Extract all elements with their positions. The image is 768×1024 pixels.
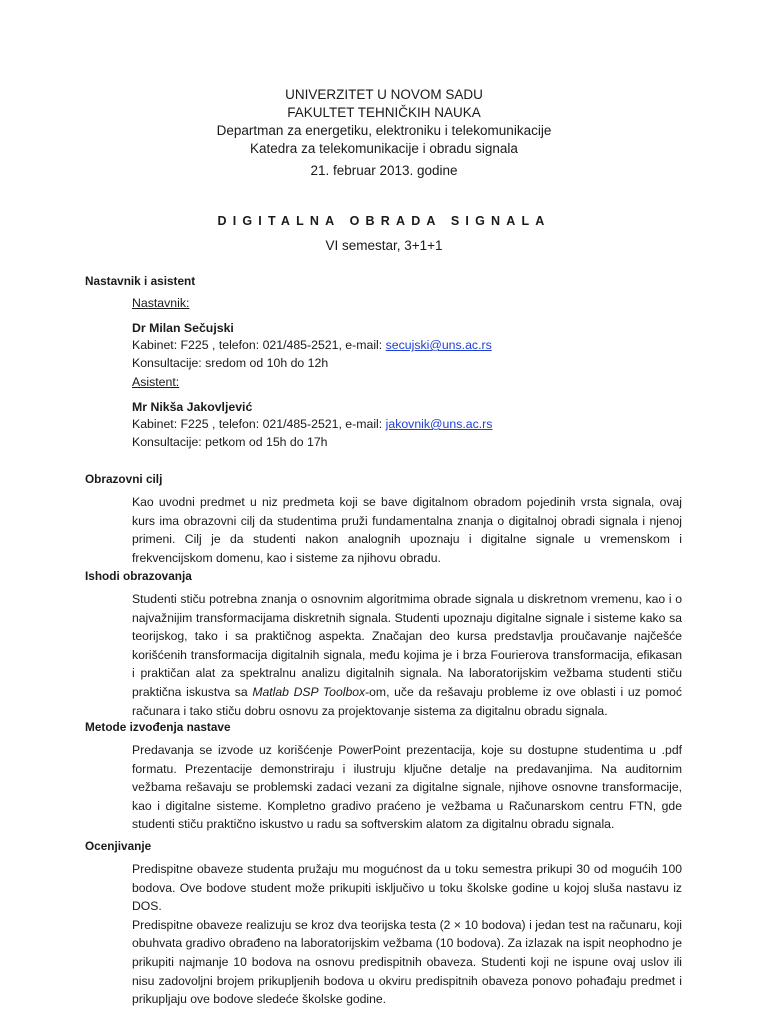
grading-heading: Ocenjivanje <box>85 839 152 853</box>
university-name: UNIVERZITET U NOVOM SADU <box>285 87 483 102</box>
teacher-contact: Kabinet: F225 , telefon: 021/485-2521, e-mail: secujski@uns.ac.rs <box>132 338 492 352</box>
assistant-contact: Kabinet: F225 , telefon: 021/485-2521, e-mail: jakovnik@uns.ac.rs <box>132 417 493 431</box>
outcomes-paragraph: Studenti stiču potrebna znanja o osnovnim algoritmima obrade signala u diskretnom vremenu, kao i o najvažnijim transformacijama diskretnih signala. Studenti upoznaju digitalne signale i sisteme kako sa teorijskog, tako i sa praktičnog aspekta. Značajan deo kursa predstavlja proučavanje najčešće korišćenih transformacija digitalnih signala, među kojima je i brza Fourierova transformacija, efikasan i praktičan alat za spektralnu analizu digitalnih signala. Na laboratorijskim vežbama studenti stiču praktična iskustva sa Matlab DSP Toolbox-om, uče da rešavaju probleme iz ove oblasti i uz pomoć računara i tako stiču dobru osnovu za projektovanje sistema za digitalnu obradu signala. <box>132 592 682 718</box>
grading-paragraph-1: Predispitne obaveze studenta pružaju mu mogućnost da u toku semestra prikupi 30 od mogućih 100 bodova. Ove bodove student može prikupiti isključivo u toku školske godine u kojoj sluša nastavu iz DOS. <box>132 862 682 914</box>
assistant-name: Mr Nikša Jakovljević <box>132 399 253 414</box>
grading-paragraphs <box>132 860 682 1009</box>
grading-paragraph-2: Predispitne obaveze realizuju se kroz dva teorijska testa (2 × 10 bodova) i jedan test na računaru, koji obuhvata gradivo obrađeno na laboratorijskim vežbama (10 bodova). Za izlazak na ispit neophodno je prikupiti najmanje 10 bodova na osnovu predispitnih obaveza. Studenti koji ne ispune ovaj uslov ili nisu zadovoljni brojem prikupljenih bodova u okviru predispitnih obaveza ponovo pohađaju predmet i prikupljaju ove bodove sledeće školske godine. <box>132 917 682 1007</box>
assistant-block <box>132 374 492 451</box>
course-title: DIGITALNA OBRADA SIGNALA <box>217 214 551 228</box>
document-header <box>0 86 768 158</box>
teacher-label: Nastavnik: <box>132 296 190 310</box>
teacher-email-link[interactable]: secujski@uns.ac.rs <box>385 338 492 352</box>
outcomes-heading: Ishodi obrazovanja <box>85 569 192 583</box>
methods-paragraph: Predavanja se izvode uz korišćenje PowerPoint prezentacija, koje su dostupne studentima u .pdf formatu. Prezentacije demonstriraju i ilustruju ključne detalje na predavanjima. Na auditornim vežbama rešavaju se problemski zadaci vezani za digitalne signale, njihove osnovne transformacije, kao i digitalne sisteme. Kompletno gradivo praćeno je vežbama u Računarskom centru FTN, gde studenti stiču praktično iskustvo u radu sa softverskim alatom za digitalnu obradu signala. <box>132 743 682 832</box>
goal-heading: Obrazovni cilj <box>85 472 163 486</box>
teacher-name: Dr Milan Sečujski <box>132 320 234 335</box>
faculty-name: FAKULTET TEHNIČKIH NAUKA <box>287 105 481 120</box>
assistant-email-link[interactable]: jakovnik@uns.ac.rs <box>385 417 493 431</box>
assistant-consultations: Konsultacije: petkom od 15h do 17h <box>132 434 328 449</box>
staff-heading: Nastavnik i asistent <box>85 274 196 288</box>
assistant-label: Asistent: <box>132 375 180 389</box>
goal-paragraph: Kao uvodni predmet u niz predmeta koji se bave digitalnom obradom pojedinih vrsta signala, ovaj kurs ima obrazovni cilj da studentima pruži fundamentalna znanja o digitalnoj obradi signala i njenoj primeni. Cilj je da studenti nakon analognih upoznaju i digitalne signale u vremenskom i frekvencijskom domenu, kao i sisteme za njihovu obradu. <box>132 495 682 565</box>
chair-name: Katedra za telekomunikacije i obradu signala <box>250 141 518 156</box>
document-date: 21. februar 2013. godine <box>310 163 458 178</box>
methods-heading: Metode izvođenja nastave <box>85 720 231 734</box>
teacher-consultations: Konsultacije: sredom od 10h do 12h <box>132 355 329 370</box>
course-semester: VI semestar, 3+1+1 <box>325 238 443 253</box>
department-name: Departman za energetiku, elektroniku i telekomunikacije <box>216 123 552 138</box>
teacher-block <box>132 295 492 372</box>
